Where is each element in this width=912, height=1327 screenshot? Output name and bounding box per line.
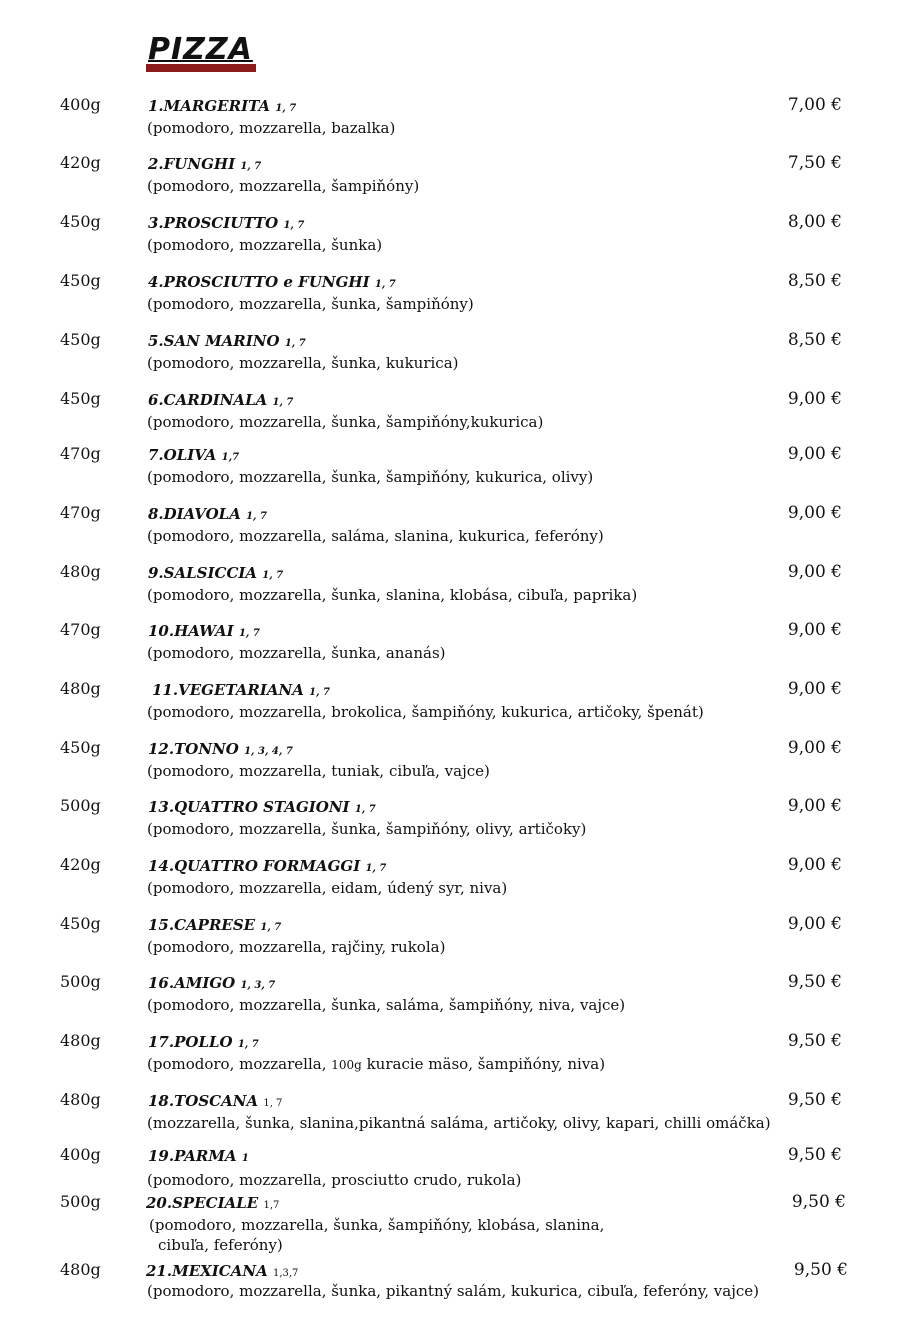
item-allergens: 1, 7 bbox=[354, 804, 376, 815]
item-name: 3.PROSCIUTTO 1, 7 bbox=[148, 214, 305, 232]
item-name: 19.PARMA 1 bbox=[148, 1147, 249, 1165]
item-price: 9,50 € bbox=[787, 972, 842, 992]
item-description: (pomodoro, mozzarella, rajčiny, rukola) bbox=[147, 938, 446, 956]
item-price: 9,00 € bbox=[787, 796, 842, 816]
item-price: 9,00 € bbox=[787, 679, 842, 699]
item-description: (pomodoro, mozzarella, šunka, pikantný salám, kukurica, cibuľa, feferóny, vajce) bbox=[147, 1282, 760, 1300]
item-allergens: 1, 7 bbox=[284, 338, 306, 349]
item-price: 9,50 € bbox=[793, 1260, 848, 1280]
item-price: 8,50 € bbox=[787, 271, 842, 291]
item-price: 9,00 € bbox=[787, 855, 842, 875]
item-price: 7,00 € bbox=[787, 95, 842, 115]
item-weight: 480g bbox=[60, 1031, 101, 1050]
item-price: 8,50 € bbox=[787, 330, 842, 350]
item-weight: 500g bbox=[60, 972, 101, 991]
item-price: 7,50 € bbox=[787, 153, 842, 173]
item-name: 10.HAWAI 1, 7 bbox=[148, 622, 260, 640]
item-name: 5.SAN MARINO 1, 7 bbox=[148, 332, 306, 350]
item-name: 2.FUNGHI 1, 7 bbox=[148, 155, 262, 173]
item-allergens: 1 bbox=[241, 1153, 249, 1164]
item-weight: 420g bbox=[60, 855, 101, 874]
item-price: 9,00 € bbox=[787, 914, 842, 934]
item-name: 9.SALSICCIA 1, 7 bbox=[148, 564, 284, 582]
item-name: 4.PROSCIUTTO e FUNGHI 1, 7 bbox=[148, 273, 396, 291]
item-description: (pomodoro, mozzarella, 100g kuracie mäso, šampiňóny, niva) bbox=[147, 1055, 606, 1073]
item-weight: 480g bbox=[60, 679, 101, 698]
menu-title: PIZZA bbox=[148, 32, 253, 67]
item-description: (mozzarella, šunka, slanina,pikantná saláma, artičoky, olivy, kapari, chilli omáčka) bbox=[147, 1114, 771, 1132]
item-name: 1.MARGERITA 1, 7 bbox=[148, 97, 297, 115]
item-name: 11.VEGETARIANA 1, 7 bbox=[152, 681, 330, 699]
item-weight: 450g bbox=[60, 738, 101, 757]
item-weight: 450g bbox=[60, 914, 101, 933]
item-price: 8,00 € bbox=[787, 212, 842, 232]
item-allergens: 1, 7 bbox=[365, 863, 387, 874]
item-price: 9,50 € bbox=[787, 1031, 842, 1051]
item-allergens: 1,3,7 bbox=[272, 1268, 299, 1279]
item-description: (pomodoro, mozzarella, šunka, kukurica) bbox=[147, 354, 459, 372]
item-name: 13.QUATTRO STAGIONI 1, 7 bbox=[148, 798, 376, 816]
item-price: 9,00 € bbox=[787, 389, 842, 409]
item-weight: 480g bbox=[60, 1090, 101, 1109]
item-description: (pomodoro, mozzarella, šunka, ananás) bbox=[147, 644, 446, 662]
item-price: 9,00 € bbox=[787, 738, 842, 758]
item-description: (pomodoro, mozzarella, saláma, slanina, kukurica, feferóny) bbox=[147, 527, 604, 545]
item-weight: 450g bbox=[60, 212, 101, 231]
item-allergens: 1, 7 bbox=[237, 1039, 259, 1050]
item-allergens: 1,7 bbox=[263, 1200, 280, 1211]
item-name: 15.CAPRESE 1, 7 bbox=[148, 916, 282, 934]
item-description: (pomodoro, mozzarella, eidam, údený syr, niva) bbox=[147, 879, 508, 897]
item-price: 9,00 € bbox=[787, 620, 842, 640]
item-description: (pomodoro, mozzarella, šampiňóny) bbox=[147, 177, 420, 195]
item-allergens: 1, 7 bbox=[246, 511, 267, 522]
item-description: (pomodoro, mozzarella, brokolica, šampiňóny, kukurica, artičoky, špenát) bbox=[147, 703, 704, 721]
item-allergens: 1, 7 bbox=[240, 161, 262, 172]
item-allergens: 1, 7 bbox=[260, 922, 282, 933]
item-description: (pomodoro, mozzarella, šunka, šampiňóny, klobása, slanina, bbox=[149, 1216, 605, 1234]
item-weight: 450g bbox=[60, 271, 101, 290]
item-name: 6.CARDINALA 1, 7 bbox=[148, 391, 294, 409]
item-name: 8.DIAVOLA 1, 7 bbox=[148, 505, 267, 523]
item-name: 20.SPECIALE 1,7 bbox=[146, 1194, 280, 1212]
item-description: (pomodoro, mozzarella, prosciutto crudo, rukola) bbox=[147, 1171, 522, 1189]
item-name: 18.TOSCANA 1, 7 bbox=[148, 1092, 283, 1110]
item-weight: 450g bbox=[60, 330, 101, 349]
item-allergens: 1, 7 bbox=[262, 570, 284, 581]
item-price: 9,00 € bbox=[787, 562, 842, 582]
item-price: 9,50 € bbox=[787, 1145, 842, 1165]
item-weight: 480g bbox=[60, 562, 101, 581]
item-price: 9,00 € bbox=[787, 503, 842, 523]
item-weight: 470g bbox=[60, 503, 101, 522]
item-description: (pomodoro, mozzarella, šunka, šampiňóny,kukurica) bbox=[147, 413, 544, 431]
item-weight: 500g bbox=[60, 796, 101, 815]
item-weight: 480g bbox=[60, 1260, 101, 1279]
item-weight: 450g bbox=[60, 389, 101, 408]
item-name: 12.TONNO 1, 3, 4, 7 bbox=[148, 740, 293, 758]
item-name: 16.AMIGO 1, 3, 7 bbox=[148, 974, 276, 992]
item-description: (pomodoro, mozzarella, šunka, saláma, šampiňóny, niva, vajce) bbox=[147, 996, 626, 1014]
item-allergens: 1, 7 bbox=[309, 687, 330, 698]
item-allergens: 1, 7 bbox=[238, 628, 260, 639]
item-description: (pomodoro, mozzarella, tuniak, cibuľa, vajce) bbox=[147, 762, 490, 780]
item-name: 7.OLIVA 1,7 bbox=[148, 446, 240, 464]
item-description: (pomodoro, mozzarella, šunka) bbox=[147, 236, 383, 254]
item-price: 9,50 € bbox=[791, 1192, 846, 1212]
item-allergens: 1, 7 bbox=[374, 279, 396, 290]
item-allergens: 1, 7 bbox=[272, 397, 294, 408]
item-weight: 500g bbox=[60, 1192, 101, 1211]
item-description-continued: cibuľa, feferóny) bbox=[158, 1236, 283, 1254]
menu-title-block bbox=[146, 34, 258, 76]
item-name: 14.QUATTRO FORMAGGI 1, 7 bbox=[148, 857, 387, 875]
item-allergens: 1, 7 bbox=[283, 220, 305, 231]
item-description: (pomodoro, mozzarella, šunka, šampiňóny) bbox=[147, 295, 474, 313]
item-description: (pomodoro, mozzarella, šunka, slanina, klobása, cibuľa, paprika) bbox=[147, 586, 638, 604]
item-weight: 420g bbox=[60, 153, 101, 172]
item-weight: 400g bbox=[60, 1145, 101, 1164]
item-description: (pomodoro, mozzarella, šunka, šampiňóny, kukurica, olivy) bbox=[147, 468, 594, 486]
item-weight: 400g bbox=[60, 95, 101, 114]
item-description: (pomodoro, mozzarella, bazalka) bbox=[147, 119, 396, 137]
item-allergens: 1, 7 bbox=[275, 103, 297, 114]
item-price: 9,50 € bbox=[787, 1090, 842, 1110]
item-price: 9,00 € bbox=[787, 444, 842, 464]
item-allergens: 1,7 bbox=[221, 452, 240, 463]
item-description: (pomodoro, mozzarella, šunka, šampiňóny, olivy, artičoky) bbox=[147, 820, 587, 838]
item-weight: 470g bbox=[60, 444, 101, 463]
item-name: 21.MEXICANA 1,3,7 bbox=[146, 1262, 299, 1280]
item-allergens: 1, 3, 7 bbox=[240, 980, 276, 991]
item-weight: 470g bbox=[60, 620, 101, 639]
item-name: 17.POLLO 1, 7 bbox=[148, 1033, 259, 1051]
item-allergens: 1, 7 bbox=[263, 1098, 283, 1109]
item-allergens: 1, 3, 4, 7 bbox=[244, 746, 293, 757]
